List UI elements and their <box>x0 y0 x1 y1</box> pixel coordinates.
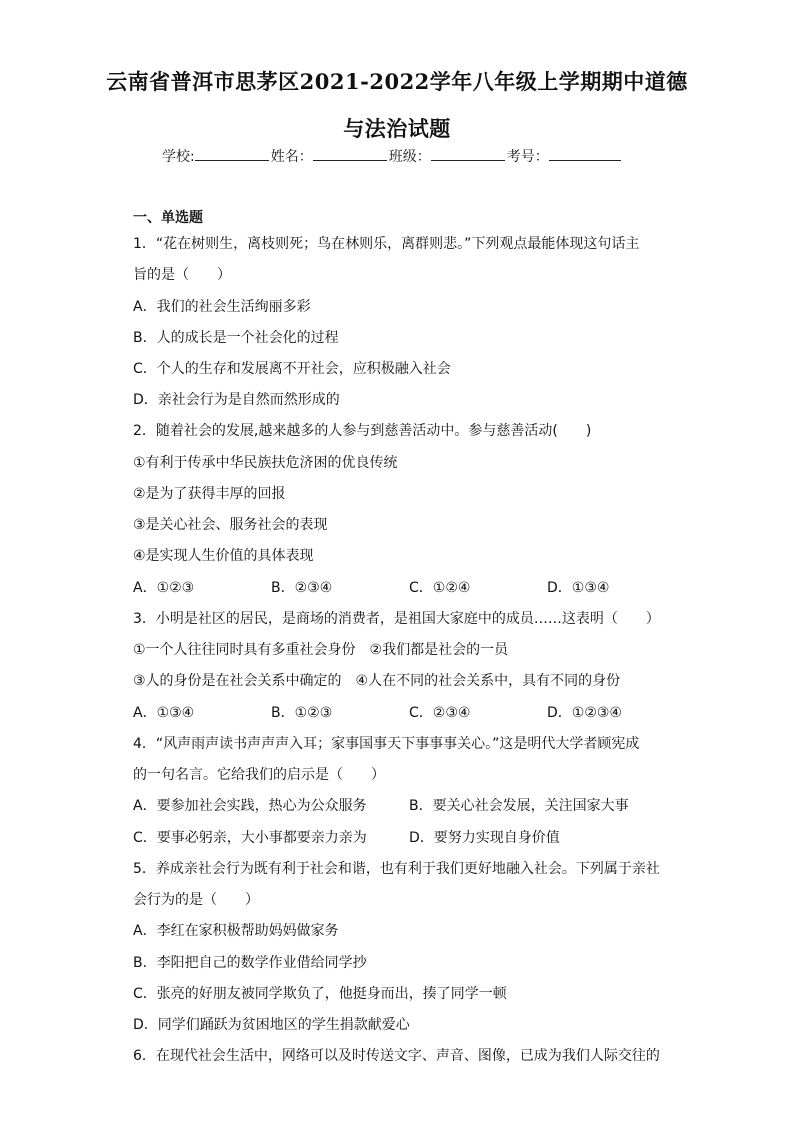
q1-stem-line2: 旨的是（ ） <box>133 267 231 283</box>
q2-option-d: D．①③④ <box>547 580 610 596</box>
q5-option-b: B．李阳把自己的数学作业借给同学抄 <box>133 955 367 971</box>
exam-title-line2: 与法治试题 <box>343 116 451 141</box>
q3-option-b: B．①②③ <box>271 705 333 721</box>
q3-option-a: A．①③④ <box>133 705 195 721</box>
q3-option-d: D．①②③④ <box>547 705 622 721</box>
q3-statements-1-2: ①一个人往往同时具有多重社会身份 ②我们都是社会的一员 <box>133 642 509 658</box>
q5-option-a: A．李红在家积极帮助妈妈做家务 <box>133 923 339 939</box>
q2-statement-4: ④是实现人生价值的具体表现 <box>133 548 314 564</box>
name-label: 姓名： <box>270 149 313 165</box>
q2-option-a: A．①②③ <box>133 580 195 596</box>
q5-stem-line2: 会行为的是（ ） <box>133 892 259 908</box>
q3-statements-3-4: ③人的身份是在社会关系中确定的 ④人在不同的社会关系中，具有不同的身份 <box>133 673 621 689</box>
exam-no-label: 考号： <box>506 149 549 165</box>
q4-option-d: D．要努力实现自身价值 <box>409 830 560 846</box>
class-blank <box>431 148 505 161</box>
q2-statement-2: ②是为了获得丰厚的回报 <box>133 486 286 502</box>
q1-stem-line1: 1．“花在树则生，离枝则死；鸟在林则乐，离群则悲。”下列观点最能体现这句话主 <box>133 236 640 252</box>
q3-option-c: C．②③④ <box>409 705 471 721</box>
name-blank <box>313 148 387 161</box>
q1-option-a: A．我们的社会生活绚丽多彩 <box>133 299 311 315</box>
q1-option-d: D．亲社会行为是自然而然形成的 <box>133 392 340 408</box>
exam-no-blank <box>549 148 621 161</box>
student-info-row <box>162 146 623 166</box>
q5-option-d: D．同学们踊跃为贫困地区的学生捐款献爱心 <box>133 1017 410 1033</box>
q4-stem-line1: 4．“风声雨声读书声声声入耳；家事国事天下事事事关心。”这是明代大学者顾宪成 <box>133 736 640 752</box>
q1-option-c: C．个人的生存和发展离不开社会，应积极融入社会 <box>133 361 451 377</box>
q2-option-c: C．①②④ <box>409 580 471 596</box>
q2-stem: 2．随着社会的发展,越来越多的人参与到慈善活动中。参与慈善活动( ) <box>133 423 592 439</box>
q4-option-c: C．要事必躬亲，大小事都要亲力亲为 <box>133 830 367 846</box>
q4-option-b: B．要关心社会发展，关注国家大事 <box>409 798 629 814</box>
q4-option-a: A．要参加社会实践，热心为公众服务 <box>133 798 367 814</box>
class-label: 班级： <box>388 149 431 165</box>
q2-statement-3: ③是关心社会、服务社会的表现 <box>133 517 328 533</box>
school-label: 学校: <box>162 149 195 165</box>
q2-statement-1: ①有利于传承中华民族扶危济困的优良传统 <box>133 455 398 471</box>
q1-option-b: B．人的成长是一个社会化的过程 <box>133 330 339 346</box>
section-heading: 一、单选题 <box>133 210 203 226</box>
q5-stem-line1: 5．养成亲社会行为既有利于社会和谐，也有利于我们更好地融入社会。下列属于亲社 <box>133 861 660 877</box>
school-blank <box>195 148 269 161</box>
q6-stem-line1: 6．在现代社会生活中，网络可以及时传送文字、声音、图像，已成为我们人际交往的 <box>133 1048 660 1064</box>
q3-stem: 3．小明是社区的居民，是商场的消费者，是祖国大家庭中的成员……这表明（ ） <box>133 611 660 627</box>
q5-option-c: C．张亮的好朋友被同学欺负了，他挺身而出，揍了同学一顿 <box>133 986 507 1002</box>
exam-title-line1: 云南省普洱市思茅区2021-2022学年八年级上学期期中道德 <box>106 69 688 94</box>
q4-stem-line2: 的一句名言。它给我们的启示是（ ） <box>133 767 385 783</box>
q2-option-b: B．②③④ <box>271 580 333 596</box>
